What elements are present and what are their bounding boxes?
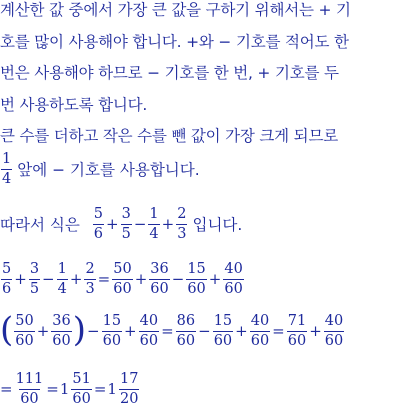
mixed-number-whole: 1 xyxy=(107,380,117,398)
plus-sign: + xyxy=(134,270,148,288)
minus-sign: − xyxy=(87,322,100,340)
paragraph3-prefix: 따라서 식은 xyxy=(0,216,80,234)
fraction: $\frac{50}{60}$ xyxy=(113,261,132,297)
equals-sign: = xyxy=(161,322,174,340)
minus-sign: − xyxy=(171,270,185,288)
fraction: $\frac{71}{60}$ xyxy=(287,313,307,349)
plus-sign: + xyxy=(161,215,175,233)
plus-sign: + xyxy=(106,215,119,233)
fraction: $\frac{40}{60}$ xyxy=(324,313,344,349)
fraction: $\frac{51}{60}$ xyxy=(72,371,91,407)
right-parenthesis: ) xyxy=(72,310,87,350)
equals-sign: = xyxy=(272,322,285,340)
fraction: $\frac{111}{60}$ xyxy=(15,371,44,407)
plus-sign: + xyxy=(235,322,248,340)
equation-line3 xyxy=(0,372,140,406)
paragraph1-line2: 호를 많이 사용해야 합니다. +와 − 기호를 적어도 한 xyxy=(0,33,349,51)
fraction: $\frac{15}{60}$ xyxy=(213,313,233,349)
fraction-one-quarter xyxy=(1,152,12,186)
paragraph3-line xyxy=(0,207,246,241)
fraction: $\frac{40}{60}$ xyxy=(139,313,159,349)
plus-sign: + xyxy=(124,322,137,340)
fraction: $\frac{1}{4}$ xyxy=(149,206,159,242)
paragraph2-suffix: 앞에 − 기호를 사용합니다. xyxy=(17,161,200,179)
plus-sign: + xyxy=(208,270,222,288)
plus-sign: + xyxy=(69,270,83,288)
equation-line2 xyxy=(0,310,345,350)
paragraph1-line3: 번은 사용해야 하므로 − 기호를 한 번, + 기호를 두 xyxy=(0,64,339,82)
minus-sign: − xyxy=(198,322,211,340)
fraction: $\frac{36}{60}$ xyxy=(150,261,169,297)
equation-line1 xyxy=(0,262,245,296)
plus-sign: + xyxy=(14,270,27,288)
fraction: $\frac{86}{60}$ xyxy=(176,313,196,349)
fraction: $\frac{1}{4}$ xyxy=(57,261,67,297)
paragraph2-line2 xyxy=(0,152,204,186)
paragraph1-line4: 번 사용하도록 합니다. xyxy=(0,96,148,114)
equals-sign: = xyxy=(46,380,59,398)
fraction: $\frac{2}{3}$ xyxy=(177,206,187,242)
fraction: $\frac{15}{60}$ xyxy=(187,261,206,297)
paragraph1-line1: 계산한 값 중에서 가장 큰 값을 구하기 위해서는 + 기 xyxy=(0,1,351,19)
fraction: $\frac{3}{5}$ xyxy=(29,261,40,297)
plus-sign: + xyxy=(309,322,322,340)
plus-sign: + xyxy=(36,322,50,340)
equals-sign: = xyxy=(0,380,13,398)
fraction: $\frac{50}{60}$ xyxy=(15,313,34,349)
fraction: $\frac{5}{6}$ xyxy=(93,206,104,242)
minus-sign: − xyxy=(42,270,55,288)
fraction: $\frac{36}{60}$ xyxy=(52,313,71,349)
fraction: $\frac{3}{5}$ xyxy=(121,206,131,242)
fraction: $\frac{17}{20}$ xyxy=(119,371,139,407)
fraction: $\frac{5}{6}$ xyxy=(2,261,12,297)
fraction: $\frac{15}{60}$ xyxy=(102,313,122,349)
paragraph2-line1: 큰 수를 더하고 작은 수를 뺀 값이 가장 크게 되므로 xyxy=(0,127,339,145)
left-parenthesis: ( xyxy=(0,310,14,350)
fraction: $\frac{40}{60}$ xyxy=(224,261,243,297)
fraction: $\frac{2}{3}$ xyxy=(85,261,95,297)
equals-sign: = xyxy=(93,380,107,398)
mixed-number-whole: 1 xyxy=(59,380,70,398)
equals-sign: = xyxy=(97,270,111,288)
fraction: $\frac{40}{60}$ xyxy=(250,313,270,349)
fraction-numerator: 1 xyxy=(2,151,12,167)
minus-sign: − xyxy=(133,215,147,233)
paragraph3-suffix: 입니다. xyxy=(192,216,243,234)
fraction-denominator: 4 xyxy=(2,170,12,187)
